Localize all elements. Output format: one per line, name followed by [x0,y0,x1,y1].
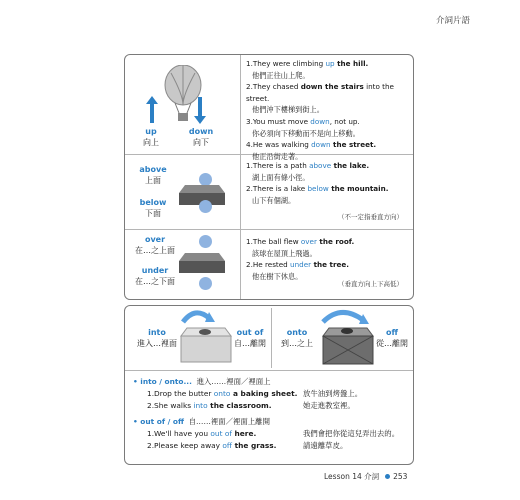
onto-label: onto 到…之上 [281,328,313,348]
bullet-icon [385,474,390,479]
example-line: 1.Drop the butter onto a baking sheet. 放牛油到烤盤上。 [147,389,363,398]
column-divider [271,308,272,368]
row-divider [125,229,413,230]
down-zh: 向下 [193,137,209,147]
down-arrow-icon [198,97,202,117]
footer-topic: 介詞 [364,472,380,481]
down-label [181,127,221,148]
under-label: under 在…之下面 [135,266,175,286]
note-abovebelow: （不一定指垂直方向） [338,213,403,221]
overunder-examples: 1.The ball flew over the roof. 該球在屋頂上飛過。 2.He rested under the tree. 他在樹下休息。 [246,237,355,281]
abovebelow-examples: 1.There is a path above the lake. 湖上面有條小徑。 2.There is a lake below the mountain. 山下有個湖。 [246,161,389,205]
note-overunder: （垂直方向上下高低） [338,280,403,288]
up-arrow-icon [150,103,154,123]
example-line: 1.The ball flew over the roof. [246,237,355,246]
example-line: 4.He was walking down the street. [246,140,377,150]
example-zh: 他正沿街走著。 [252,151,303,161]
balloon-icon [163,65,203,123]
page-header: 介詞片語 [435,16,470,26]
footer-lesson: Lesson 14 [324,472,362,481]
into-label: into 進入…裡面 [137,328,177,348]
box-into-icon [175,308,235,366]
example-zh: 他們正往山上爬。 [252,70,310,80]
page-footer [324,471,407,482]
direction-table [124,54,414,300]
over-label: over 在…之上面 [135,235,175,255]
section-heading: • out of / off 自……裡面／裡面上離開 [133,417,270,426]
outof-label: out of 自…離開 [234,328,266,348]
up-en: up [145,127,157,136]
below-label: below 下面 [139,198,167,218]
example-line: 2.She walks into the classroom. 她走進教室裡。 [147,401,355,410]
example-line: 1.They were climbing up the hill. [246,59,369,68]
above-label: above 上面 [139,165,167,185]
crate-onto-icon [317,308,379,368]
up-label [135,127,167,148]
ball-icon [199,277,212,290]
example-line: 2.There is a lake below the mountain. [246,184,389,194]
ball-icon [199,200,212,213]
page-number: 253 [393,472,408,481]
example-zh: 你必須向下移動而不是向上移動。 [252,128,360,138]
up-zh: 向上 [143,137,159,147]
movement-table [124,305,414,465]
off-label: off 從…離開 [376,328,408,348]
example-line: 2.They chased down the stairs into the street. [246,82,394,103]
into-onto-section [133,376,405,412]
section-heading: • into / onto... 進入……裡面／裡面上 [133,377,271,386]
row-divider [125,370,413,371]
ball-icon [199,235,212,248]
example-line: 1.We'll have you out of here. 我們會把你從這兒弄出去的。 [147,429,400,438]
example-line: 3.You must move down, not up. [246,116,360,126]
example-line: 1.There is a path above the lake. [246,161,370,170]
example-line: 2.Please keep away off the grass. 請遠離草皮。 [147,441,348,450]
block-icon [179,251,225,275]
down-en: down [188,127,214,136]
example-line: 2.He rested under the tree. [246,260,349,270]
updown-examples [246,58,413,162]
example-zh: 他們沖下樓梯到街上。 [252,105,324,115]
outof-off-section [133,416,405,452]
column-divider [240,55,241,299]
